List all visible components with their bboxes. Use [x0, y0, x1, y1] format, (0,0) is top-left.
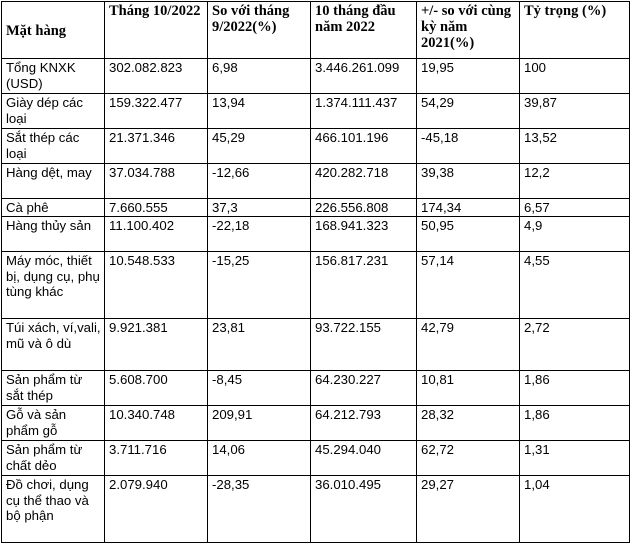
table-row	[2, 252, 630, 319]
cell-month: 159.322.477	[105, 94, 208, 129]
cell-share: 39,87	[520, 94, 630, 129]
header-cell-item: Mặt hàng	[2, 2, 105, 59]
table-row	[2, 199, 630, 217]
cell-vs-prev-month: 23,81	[208, 319, 311, 371]
cell-share: 2,72	[520, 319, 630, 371]
cell-ytd: 45.294.040	[311, 441, 417, 476]
cell-month: 9.921.381	[105, 319, 208, 371]
cell-month: 37.034.788	[105, 164, 208, 199]
cell-ytd: 1.374.111.437	[311, 94, 417, 129]
cell-vs-last-year: 50,95	[417, 217, 520, 252]
cell-share: 6,57	[520, 199, 630, 217]
cell-ytd: 156.817.231	[311, 252, 417, 319]
cell-vs-last-year: 57,14	[417, 252, 520, 319]
header-cell-share: Tỷ trọng (%)	[520, 2, 630, 59]
cell-month: 10.340.748	[105, 406, 208, 441]
header-cell-month: Tháng 10/2022	[105, 2, 208, 59]
table-row	[2, 217, 630, 252]
cell-vs-last-year: -45,18	[417, 129, 520, 164]
cell-vs-prev-month: -22,18	[208, 217, 311, 252]
cell-share: 4,55	[520, 252, 630, 319]
cell-month: 21.371.346	[105, 129, 208, 164]
header-cell-ytd: 10 tháng đầu năm 2022	[311, 2, 417, 59]
cell-vs-last-year: 62,72	[417, 441, 520, 476]
cell-vs-last-year: 42,79	[417, 319, 520, 371]
cell-share: 1,86	[520, 406, 630, 441]
cell-month: 10.548.533	[105, 252, 208, 319]
cell-share: 1,04	[520, 476, 630, 543]
cell-ytd: 3.446.261.099	[311, 59, 417, 94]
cell-vs-last-year: 29,27	[417, 476, 520, 543]
cell-vs-prev-month: 45,29	[208, 129, 311, 164]
cell-share: 1,31	[520, 441, 630, 476]
cell-item: Tổng KNXK (USD)	[2, 59, 105, 94]
cell-vs-last-year: 39,38	[417, 164, 520, 199]
cell-vs-last-year: 28,32	[417, 406, 520, 441]
export-table	[1, 1, 630, 543]
table-row	[2, 129, 630, 164]
cell-vs-last-year: 174,34	[417, 199, 520, 217]
cell-share: 100	[520, 59, 630, 94]
header-cell-vs-prev-month: So với tháng 9/2022(%)	[208, 2, 311, 59]
cell-vs-last-year: 10,81	[417, 371, 520, 406]
cell-vs-prev-month: 37,3	[208, 199, 311, 217]
cell-item: Máy móc, thiết bị, dụng cụ, phụ tùng khác	[2, 252, 105, 319]
cell-month: 7.660.555	[105, 199, 208, 217]
header-row	[2, 2, 630, 59]
table-row	[2, 319, 630, 371]
table-row	[2, 59, 630, 94]
table-row	[2, 441, 630, 476]
cell-month: 302.082.823	[105, 59, 208, 94]
cell-vs-last-year: 54,29	[417, 94, 520, 129]
cell-ytd: 36.010.495	[311, 476, 417, 543]
cell-vs-prev-month: 14,06	[208, 441, 311, 476]
cell-vs-prev-month: 13,94	[208, 94, 311, 129]
cell-ytd: 420.282.718	[311, 164, 417, 199]
cell-item: Đồ chơi, dụng cụ thể thao và bộ phận	[2, 476, 105, 543]
table-row	[2, 406, 630, 441]
cell-vs-prev-month: -15,25	[208, 252, 311, 319]
cell-share: 4,9	[520, 217, 630, 252]
cell-item: Sắt thép các loại	[2, 129, 105, 164]
cell-ytd: 64.212.793	[311, 406, 417, 441]
cell-ytd: 93.722.155	[311, 319, 417, 371]
cell-ytd: 226.556.808	[311, 199, 417, 217]
cell-item: Hàng dệt, may	[2, 164, 105, 199]
cell-vs-prev-month: 6,98	[208, 59, 311, 94]
cell-month: 11.100.402	[105, 217, 208, 252]
cell-ytd: 64.230.227	[311, 371, 417, 406]
cell-vs-last-year: 19,95	[417, 59, 520, 94]
table-row	[2, 371, 630, 406]
cell-item: Sản phẩm từ chất dẻo	[2, 441, 105, 476]
cell-item: Túi xách, ví,vali, mũ và ô dù	[2, 319, 105, 371]
cell-item: Gỗ và sản phẩm gỗ	[2, 406, 105, 441]
cell-vs-prev-month: -28,35	[208, 476, 311, 543]
cell-share: 1,86	[520, 371, 630, 406]
cell-item: Hàng thủy sản	[2, 217, 105, 252]
cell-item: Giày dép các loại	[2, 94, 105, 129]
cell-share: 13,52	[520, 129, 630, 164]
cell-month: 2.079.940	[105, 476, 208, 543]
cell-item: Sản phẩm từ sắt thép	[2, 371, 105, 406]
cell-vs-prev-month: 209,91	[208, 406, 311, 441]
header-cell-vs-last-year: +/- so với cùng kỳ năm 2021(%)	[417, 2, 520, 59]
cell-vs-prev-month: -12,66	[208, 164, 311, 199]
table-row	[2, 164, 630, 199]
cell-item: Cà phê	[2, 199, 105, 217]
cell-vs-prev-month: -8,45	[208, 371, 311, 406]
table-row	[2, 476, 630, 543]
cell-month: 3.711.716	[105, 441, 208, 476]
cell-ytd: 466.101.196	[311, 129, 417, 164]
cell-ytd: 168.941.323	[311, 217, 417, 252]
cell-share: 12,2	[520, 164, 630, 199]
table-row	[2, 94, 630, 129]
cell-month: 5.608.700	[105, 371, 208, 406]
